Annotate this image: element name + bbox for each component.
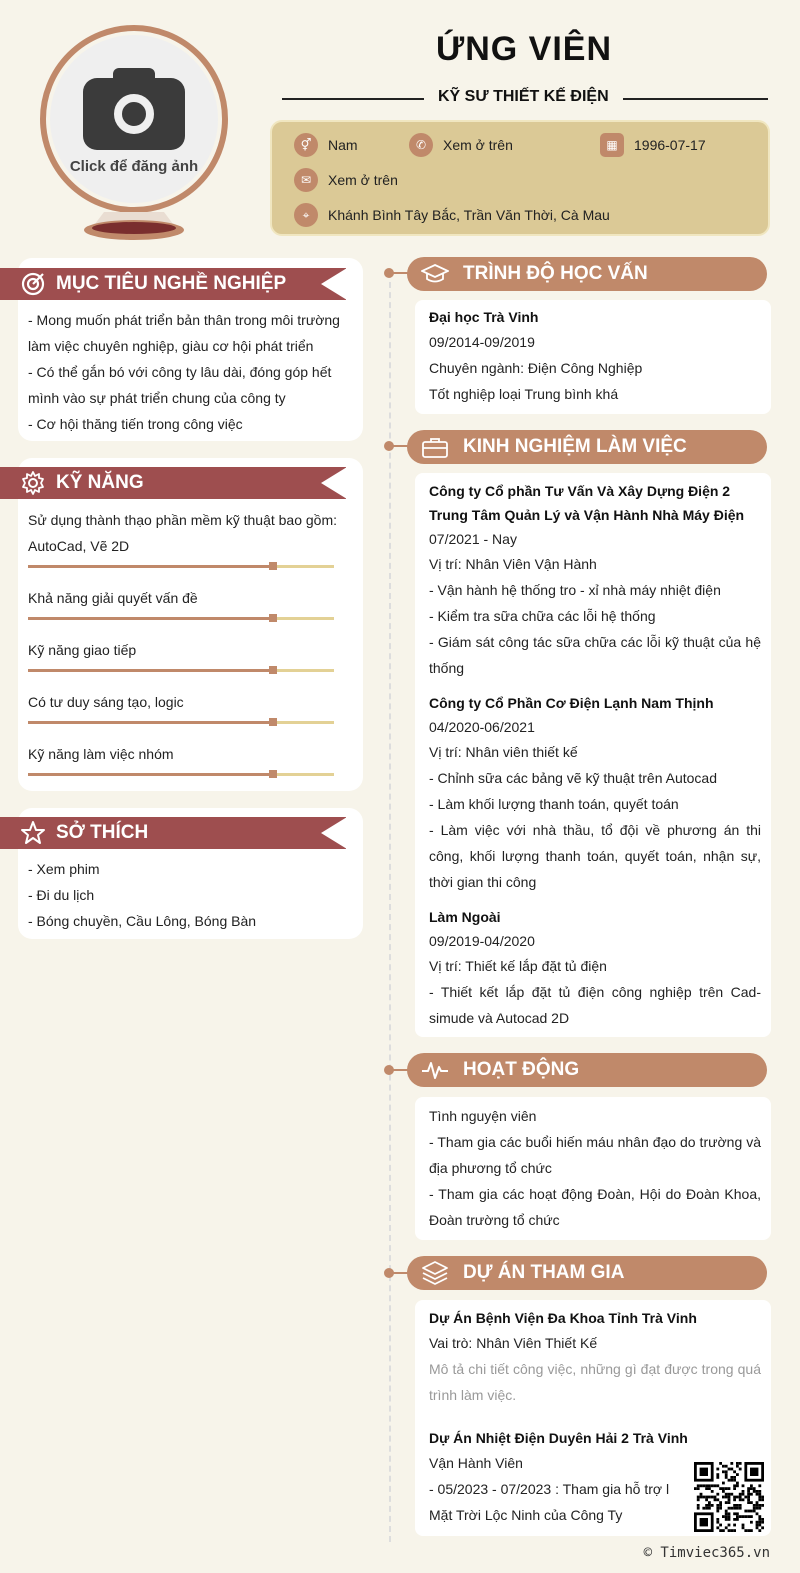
project-role: Vai trò: Nhân Viên Thiết Kế xyxy=(429,1335,598,1351)
candidate-name: ỨNG VIÊN xyxy=(435,30,612,68)
camera-icon xyxy=(83,68,185,150)
skill-item xyxy=(28,507,348,568)
skill-item xyxy=(28,741,348,776)
company-name: Công ty Cổ Phần Cơ Điện Lạnh Nam Thịnh xyxy=(429,695,714,711)
job-entry xyxy=(429,905,761,1031)
dob-value: 1996-07-17 xyxy=(634,137,706,153)
job-entry xyxy=(429,691,761,895)
phone-icon: ✆ xyxy=(409,133,433,157)
job-period: 04/2020-06/2021 xyxy=(429,719,535,735)
skill-name: Có tư duy sáng tạo, logic xyxy=(28,694,184,710)
job-period: 09/2019-04/2020 xyxy=(429,933,535,949)
dob-row xyxy=(600,133,706,157)
skills-list xyxy=(28,507,348,776)
objective-line: - Cơ hội thăng tiến trong công việc xyxy=(28,416,243,432)
phone-row xyxy=(409,133,513,157)
job-entry xyxy=(429,479,761,681)
hobby-line: - Xem phim xyxy=(28,861,100,877)
hobbies-header xyxy=(0,817,346,849)
timeline-connector xyxy=(392,445,408,447)
job-position: Vị trí: Thiết kế lắp đặt tủ điện xyxy=(429,958,607,974)
job-period: 07/2021 - Nay xyxy=(429,531,517,547)
job-duty: - Làm việc với nhà thầu, tổ đội về phương án thi công, khối lượng thanh toán, quyết toán, nhận sự, thời gian thi công xyxy=(429,822,761,890)
email-value: Xem ở trên xyxy=(328,172,398,188)
objective-line: - Có thể gắn bó với công ty lâu dài, đóng góp hết mình vào sự phát triển chung của công ty xyxy=(28,364,332,406)
education-grade: Tốt nghiệp loại Trung bình khá xyxy=(429,386,619,402)
experience-card xyxy=(415,473,771,1037)
company-name: Làm Ngoài xyxy=(429,909,501,925)
graduation-cap-icon xyxy=(421,260,449,288)
contact-info-box xyxy=(270,120,770,236)
company-name: Công ty Cổ phần Tư Vấn Và Xây Dựng Điện 2 Trung Tâm Quản Lý và Vận Hành Nhà Máy Điện xyxy=(429,483,745,523)
pulse-icon xyxy=(421,1056,449,1084)
experience-title: KINH NGHIỆM LÀM VIỆC xyxy=(463,436,687,457)
projects-title: DỰ ÁN THAM GIA xyxy=(463,1262,625,1283)
gender-value: Nam xyxy=(328,137,358,153)
skill-level-bar xyxy=(28,773,334,776)
gender-icon: ⚥ xyxy=(294,133,318,157)
gender-row xyxy=(294,133,358,157)
skills-title: KỸ NĂNG xyxy=(56,472,144,493)
location-icon: ⌖ xyxy=(294,203,318,227)
skill-item xyxy=(28,637,348,672)
education-major: Chuyên ngành: Điện Công Nghiệp xyxy=(429,360,643,376)
experience-header xyxy=(407,430,767,464)
skill-item xyxy=(28,689,348,724)
address-value: Khánh Bình Tây Bắc, Trần Văn Thời, Cà Mau xyxy=(328,207,610,223)
footer-copyright: © Timviec365.vn xyxy=(643,1545,770,1561)
objective-text xyxy=(28,307,353,437)
objective-header xyxy=(0,268,346,300)
hobby-line: - Bóng chuyền, Cầu Lông, Bóng Bàn xyxy=(28,913,257,929)
project-entry xyxy=(429,1306,761,1408)
activities-header xyxy=(407,1053,767,1087)
project-desc: - 05/2023 - 07/2023 : Tham gia hỗ trợ l xyxy=(429,1481,670,1497)
education-header xyxy=(407,257,767,291)
job-duty: - Làm khối lượng thanh toán, quyết toán xyxy=(429,796,679,812)
activity-line: - Tham gia các buổi hiến máu nhân đạo do trường và địa phương tổ chức xyxy=(429,1134,761,1176)
hobby-line: - Đi du lịch xyxy=(28,887,95,903)
skill-name: Khả năng giải quyết vấn đề xyxy=(28,590,198,606)
project-name: Dự Án Bệnh Viện Đa Khoa Tỉnh Trà Vinh xyxy=(429,1310,697,1326)
skill-level-bar xyxy=(28,565,334,568)
timeline-line xyxy=(389,272,391,1542)
education-title: TRÌNH ĐỘ HỌC VẤN xyxy=(463,263,648,284)
school-name: Đại học Trà Vinh xyxy=(429,309,539,325)
layers-icon xyxy=(421,1259,449,1287)
project-role: Vận Hành Viên xyxy=(429,1455,523,1471)
hobbies-title: SỞ THÍCH xyxy=(56,822,149,843)
activities-card xyxy=(415,1097,771,1240)
skill-level-bar xyxy=(28,721,334,724)
skills-header xyxy=(0,467,346,499)
activity-role: Tình nguyện viên xyxy=(429,1108,537,1124)
skill-name: Kỹ năng làm việc nhóm xyxy=(28,746,174,762)
job-duty: - Vận hành hệ thống tro - xỉ nhà máy nhiệt điện xyxy=(429,582,721,598)
avatar-upload[interactable] xyxy=(40,25,228,213)
address-row xyxy=(294,203,610,227)
avatar-upload-text: Click để đăng ảnh xyxy=(69,157,199,175)
education-period: 09/2014-09/2019 xyxy=(429,334,535,350)
phone-value: Xem ở trên xyxy=(443,137,513,153)
qr-code[interactable] xyxy=(694,1462,764,1532)
job-duty: - Kiểm tra sữa chữa các lỗi hệ thống xyxy=(429,608,656,624)
projects-header xyxy=(407,1256,767,1290)
email-row xyxy=(294,168,398,192)
skill-name: Kỹ năng giao tiếp xyxy=(28,642,137,658)
skill-level-bar xyxy=(28,617,334,620)
calendar-icon: ▦ xyxy=(600,133,624,157)
job-duty: - Giám sát công tác sữa chữa các lỗi kỹ thuật của hệ thống xyxy=(429,634,761,676)
job-title: KỸ SƯ THIẾT KẾ ĐIỆN xyxy=(424,88,623,106)
activity-line: - Tham gia các hoạt động Đoàn, Hội do Đoàn Khoa, Đoàn trường tổ chức xyxy=(429,1186,761,1228)
skill-level-bar xyxy=(28,669,334,672)
job-position: Vị trí: Nhân viên thiết kế xyxy=(429,744,578,760)
project-desc: Mặt Trời Lộc Ninh của Công Ty xyxy=(429,1507,623,1523)
briefcase-icon xyxy=(421,433,449,461)
star-icon xyxy=(20,820,46,846)
email-icon: ✉ xyxy=(294,168,318,192)
timeline-connector xyxy=(392,1272,408,1274)
timeline-connector xyxy=(392,1069,408,1071)
job-position: Vị trí: Nhân Viên Vận Hành xyxy=(429,556,597,572)
timeline-connector xyxy=(392,272,408,274)
gear-icon xyxy=(20,470,46,496)
education-card xyxy=(415,300,771,414)
avatar-pedestal xyxy=(84,212,184,242)
project-desc: Mô tả chi tiết công việc, những gì đạt được trong quá trình làm việc. xyxy=(429,1361,761,1403)
target-icon xyxy=(20,271,46,297)
activities-title: HOẠT ĐỘNG xyxy=(463,1059,580,1080)
job-duty: - Thiết kết lắp đặt tủ điện công nghiệp trên Cad-simude và Autocad 2D xyxy=(429,984,761,1026)
skill-item xyxy=(28,585,348,620)
skill-name: Sử dụng thành thạo phần mềm kỹ thuật bao gồm: AutoCad, Vẽ 2D xyxy=(28,512,338,554)
avatar[interactable] xyxy=(50,35,218,203)
objective-title: MỤC TIÊU NGHỀ NGHIỆP xyxy=(56,273,287,294)
project-name: Dự Án Nhiệt Điện Duyên Hải 2 Trà Vinh xyxy=(429,1430,688,1446)
hobbies-text xyxy=(28,856,353,934)
objective-line: - Mong muốn phát triển bản thân trong môi trường làm việc chuyên nghiệp, giàu cơ hội phát triển xyxy=(28,312,340,354)
job-duty: - Chỉnh sữa các bảng vẽ kỹ thuật trên Autocad xyxy=(429,770,717,786)
